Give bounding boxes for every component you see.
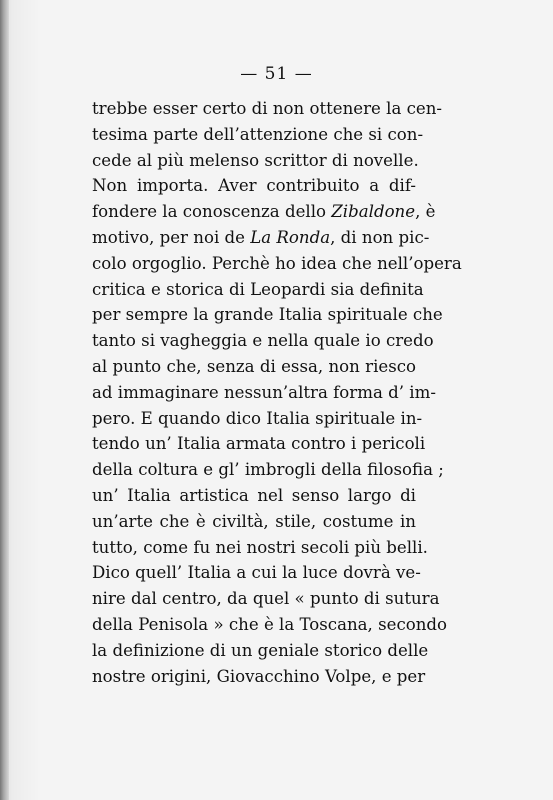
text-line: Non importa. Aver contribuito a dif- (92, 176, 416, 196)
text-line: motivo, per noi de La Ronda, di non pic- (92, 227, 430, 247)
page-number: — 51 — (240, 64, 313, 84)
italic-title: La Ronda (250, 227, 331, 247)
text-line: critica e storica di Leopardi sia definita (92, 279, 424, 299)
text-line: un’arte che è civiltà, stile, costume in (92, 511, 416, 531)
text-line: tesima parte dell’attenzione che si con- (92, 124, 424, 144)
text-line: nostre origini, Giovacchino Volpe, e per (92, 666, 426, 686)
italic-title: Zibaldone (331, 202, 416, 222)
text-line: tutto, come fu nei nostri secoli più belli. (92, 537, 428, 557)
text-line: la definizione di un geniale storico delle (92, 640, 429, 660)
text-line: trebbe esser certo di non ottenere la cen- (92, 99, 443, 118)
text-line: cede al più melenso scrittor di novelle. (92, 150, 419, 170)
page-spine-edge (0, 0, 9, 800)
body-text (92, 96, 462, 689)
text-line: pero. E quando dico Italia spirituale in- (92, 408, 423, 428)
text-line: per sempre la grande Italia spirituale che (92, 305, 443, 325)
text-line: della Penisola » che è la Toscana, secondo (92, 614, 448, 634)
text-line: al punto che, senza di essa, non riesco (92, 356, 416, 376)
text-line: nire dal centro, da quel « punto di sutura (92, 589, 440, 609)
text-line: tendo un’ Italia armata contro i pericoli (92, 434, 426, 454)
text-line: ad immaginare nessun’altra forma d’ im- (92, 382, 436, 402)
text-line: colo orgoglio. Perchè ho idea che nell’opera (92, 253, 462, 273)
text-line: un’ Italia artistica nel senso largo di (92, 485, 416, 505)
text-line: fondere la conoscenza dello Zibaldone, è (92, 202, 436, 222)
text-line: Dico quell’ Italia a cui la luce dovrà ve- (92, 563, 421, 583)
text-line: tanto si vagheggia e nella quale io credo (92, 331, 434, 351)
text-line: della coltura e gl’ imbrogli della filosofia ; (92, 460, 444, 480)
